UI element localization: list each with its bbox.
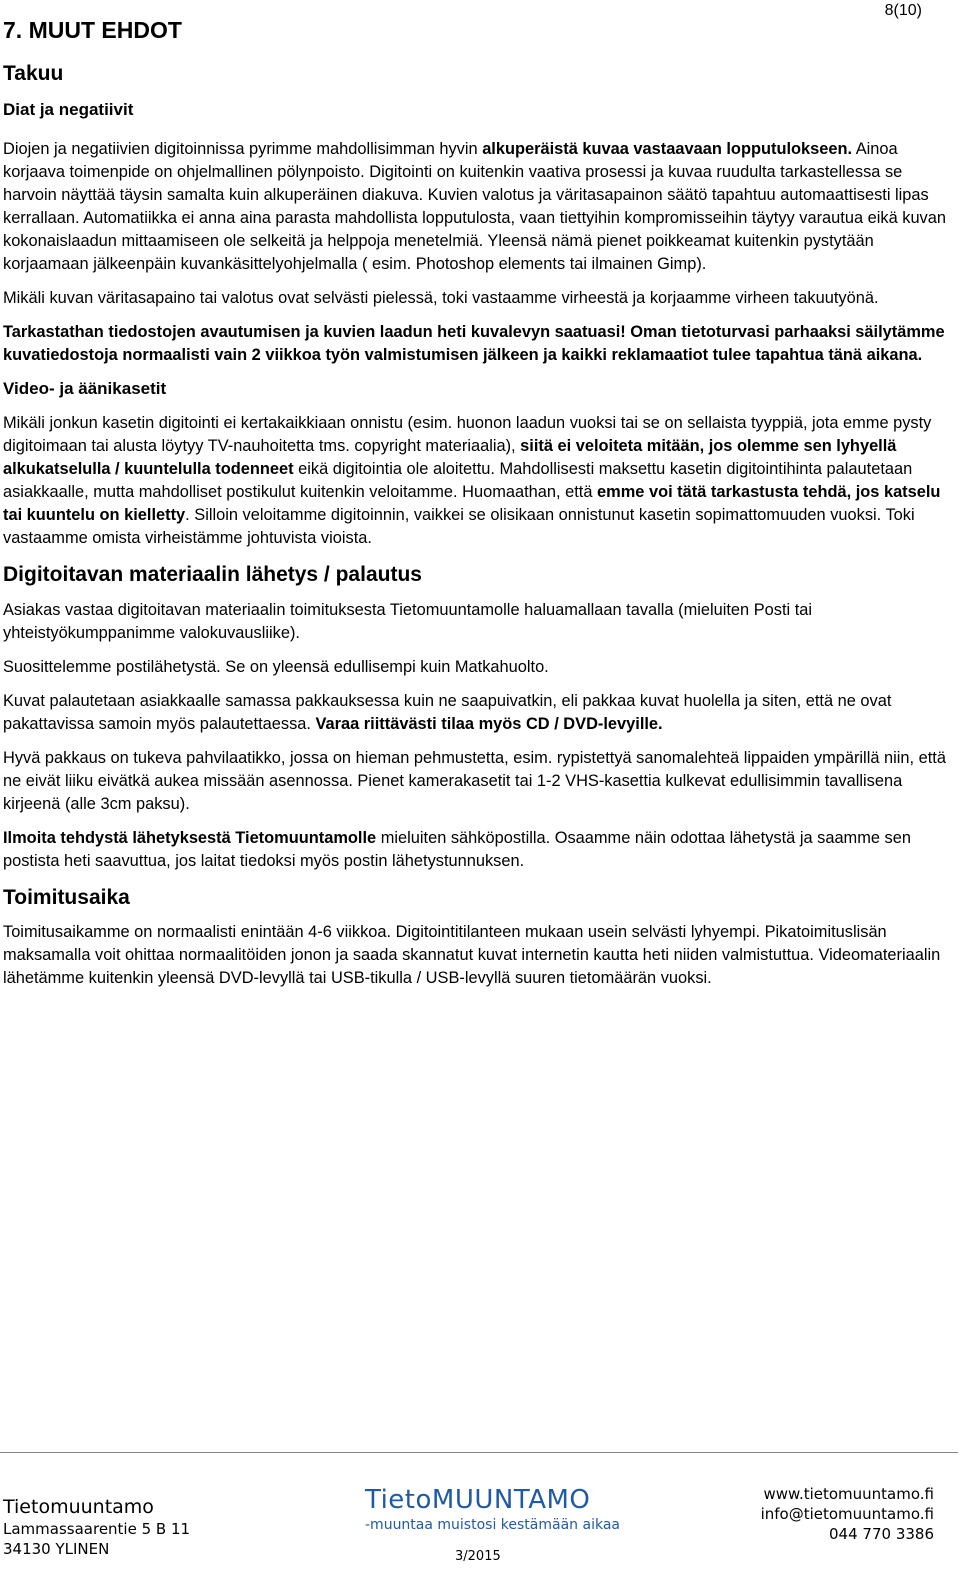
bold-text-run: alkuperäistä kuvaa vastaavaan lopputulokseen. xyxy=(482,140,853,159)
paragraph xyxy=(3,921,957,990)
footer-website[interactable]: www.tietomuuntamo.fi xyxy=(763,1485,934,1503)
text-run: eikä digitointia ole aloitettu. Mahdollisesti maksettu kasetin digitointihinta palautetaan asiakkaalle, mutta mahdolliset postikulut kuitenkin veloitamme. Huomaathan, että xyxy=(3,460,913,502)
delivery-section xyxy=(3,921,957,990)
heading-shipping: Digitoitavan materiaalin lähetys / palautus xyxy=(3,563,422,587)
text-run: mieluiten sähköpostilla. Osaamme näin odottaa lähetystä ja saamme sen postista heti saavuttua, jos laitat tiedoksi myös postin lähetystunnuksen. xyxy=(3,828,911,870)
page-number: 8(10) xyxy=(884,2,922,19)
footer-divider xyxy=(0,1452,958,1453)
logo-tagline: -muuntaa muistosi kestämään aikaa xyxy=(365,1517,620,1533)
company-logo xyxy=(365,1485,620,1533)
paragraph xyxy=(3,412,957,550)
footer-email[interactable]: info@tietomuuntamo.fi xyxy=(760,1505,934,1523)
text-run: Mikäli kuvan väritasapaino tai valotus ovat selvästi pielessä, toki vastaamme virheestä ja korjaamme virheen takuutyönä. xyxy=(3,289,879,308)
shipping-section xyxy=(3,599,957,873)
subheading-slides: Diat ja negatiivit xyxy=(3,100,134,120)
text-run: . Silloin veloitamme digitoinnin, vaikkei se olisikaan onnistunut kasetin sopimattomuuden vuoksi. Toki vastaamme omista virheistämme johtuvista vioista. xyxy=(3,506,915,548)
paragraph xyxy=(3,287,957,310)
subheading-guarantee: Takuu xyxy=(3,61,64,85)
document-body xyxy=(3,16,957,1001)
bold-text-run: Tarkastathan tiedostojen avautumisen ja kuvien laadun heti kuvalevyn saatuasi! Oman tietoturvasi parhaaksi säilytämme kuvatiedostoja normaalisti vain 2 viikkoa työn valmistumisen jälkeen ja kaikki reklamaatiot tulee tapahtua tänä aikana. xyxy=(3,323,945,365)
text-run: Asiakas vastaa digitoitavan materiaalin toimituksesta Tietomuuntamolle haluamallaan tavalla (mieluiten Posti tai yhteistyökumppanimme valokuvausliike). xyxy=(3,600,813,642)
slides-section xyxy=(3,138,957,367)
text-run: Hyvä pakkaus on tukeva pahvilaatikko, jossa on hieman pehmustetta, esim. rypistettyä sanomalehteä lippaiden ympärillä niin, että ne eivät liiku eivätkä aukea missään asennossa. Pienet kamerakasetit tai 1-2 VHS-kasettia kulkevat edullisimmin tavallisena kirjeenä (alle 3cm paksu). xyxy=(3,748,946,813)
text-run: Diojen ja negatiivien digitoinnissa pyrimme mahdollisimman hyvin xyxy=(3,140,483,159)
text-run: Kuvat palautetaan asiakkaalle samassa pakkauksessa kuin ne saapuivatkin, eli pakkaa kuvat huolella ja siten, että ne ovat pakattavissa samoin myös palautettaessa. xyxy=(3,691,892,733)
subheading-video: Video- ja äänikasetit xyxy=(3,379,167,399)
section-heading-main: 7. MUUT EHDOT xyxy=(3,17,182,43)
bold-text-run: Ilmoita tehdystä lähetyksestä Tietomuuntamolle xyxy=(3,828,377,847)
paragraph xyxy=(3,690,957,736)
paragraph xyxy=(3,747,957,816)
paragraph xyxy=(3,138,957,276)
logo-text: TietoMUUNTAMO xyxy=(365,1485,591,1515)
paragraph xyxy=(3,827,957,873)
footer-address xyxy=(3,1495,190,1559)
footer-contact xyxy=(761,1484,934,1544)
video-section xyxy=(3,412,957,550)
text-run: Toimitusaikamme on normaalisti enintään 4-6 viikkoa. Digitointitilanteen mukaan usein selvästi lyhyempi. Pikatoimituslisän maksamalla voit ohittaa normaalitöiden jonon ja saada skannatut kuvat internetin kautta heti niiden valmistuttua. Videomateriaalin lähetämme kuitenkin yleensä DVD-levyllä tai USB-tikulla / USB-levyllä suuren tietomäärän vuoksi. xyxy=(3,922,941,987)
bold-text-run: Varaa riittävästi tilaa myös CD / DVD-levyille. xyxy=(315,714,663,733)
footer-address-line1: Lammassaarentie 5 B 11 xyxy=(3,1520,191,1538)
bold-text-run: siitä ei veloiteta mitään, jos olemme sen lyhyellä alkukatselulla / kuuntelulla todenneet xyxy=(3,437,897,479)
footer-company: Tietomuuntamo xyxy=(3,1496,154,1518)
text-run: Ainoa korjaava toimenpide on ohjelmallinen pölynpoisto. Digitointi on kuitenkin vaativa prosessi ja kuvaa ruudulta tarkastellessa se harvoin näyttää täysin samalta kuin alkuperäinen diakuva. Kuvien valotus ja väritasapainon säätö tapahtuu automaattisesti lipas kerrallaan. Automatiikka ei anna aina parasta mahdollista lopputulosta, vaan tiettyihin kompromisseihin täytyy varautua eikä kuvan kokonaislaadun mittaamiseen ole selkeitä ja helppoja menetelmiä. Yleensä nämä pienet poikkeamat kuitenkin pystytään korjaamaan jälkeenpäin kuvankäsittelyohjelmalla ( esim. Photoshop elements tai ilmainen Gimp). xyxy=(3,140,946,274)
paragraph xyxy=(3,656,957,679)
text-run: Suosittelemme postilähetystä. Se on yleensä edullisempi kuin Matkahuolto. xyxy=(3,657,549,676)
footer-date: 3/2015 xyxy=(455,1549,501,1564)
heading-delivery: Toimitusaika xyxy=(3,885,130,909)
bold-text-run: emme voi tätä tarkastusta tehdä, jos katselu tai kuuntelu on kielletty xyxy=(3,483,941,525)
footer-phone: 044 770 3386 xyxy=(829,1525,934,1543)
paragraph xyxy=(3,599,957,645)
paragraph xyxy=(3,321,957,367)
footer-address-line2: 34130 YLINEN xyxy=(3,1540,110,1558)
text-run: Mikäli jonkun kasetin digitointi ei kertakaikkiaan onnistu (esim. huonon laadun vuoksi tai se on sellaista tyyppiä, jota emme pysty digitoimaan tai alusta löytyy TV-nauhoitetta tms. copyright materiaalia), xyxy=(3,414,932,456)
